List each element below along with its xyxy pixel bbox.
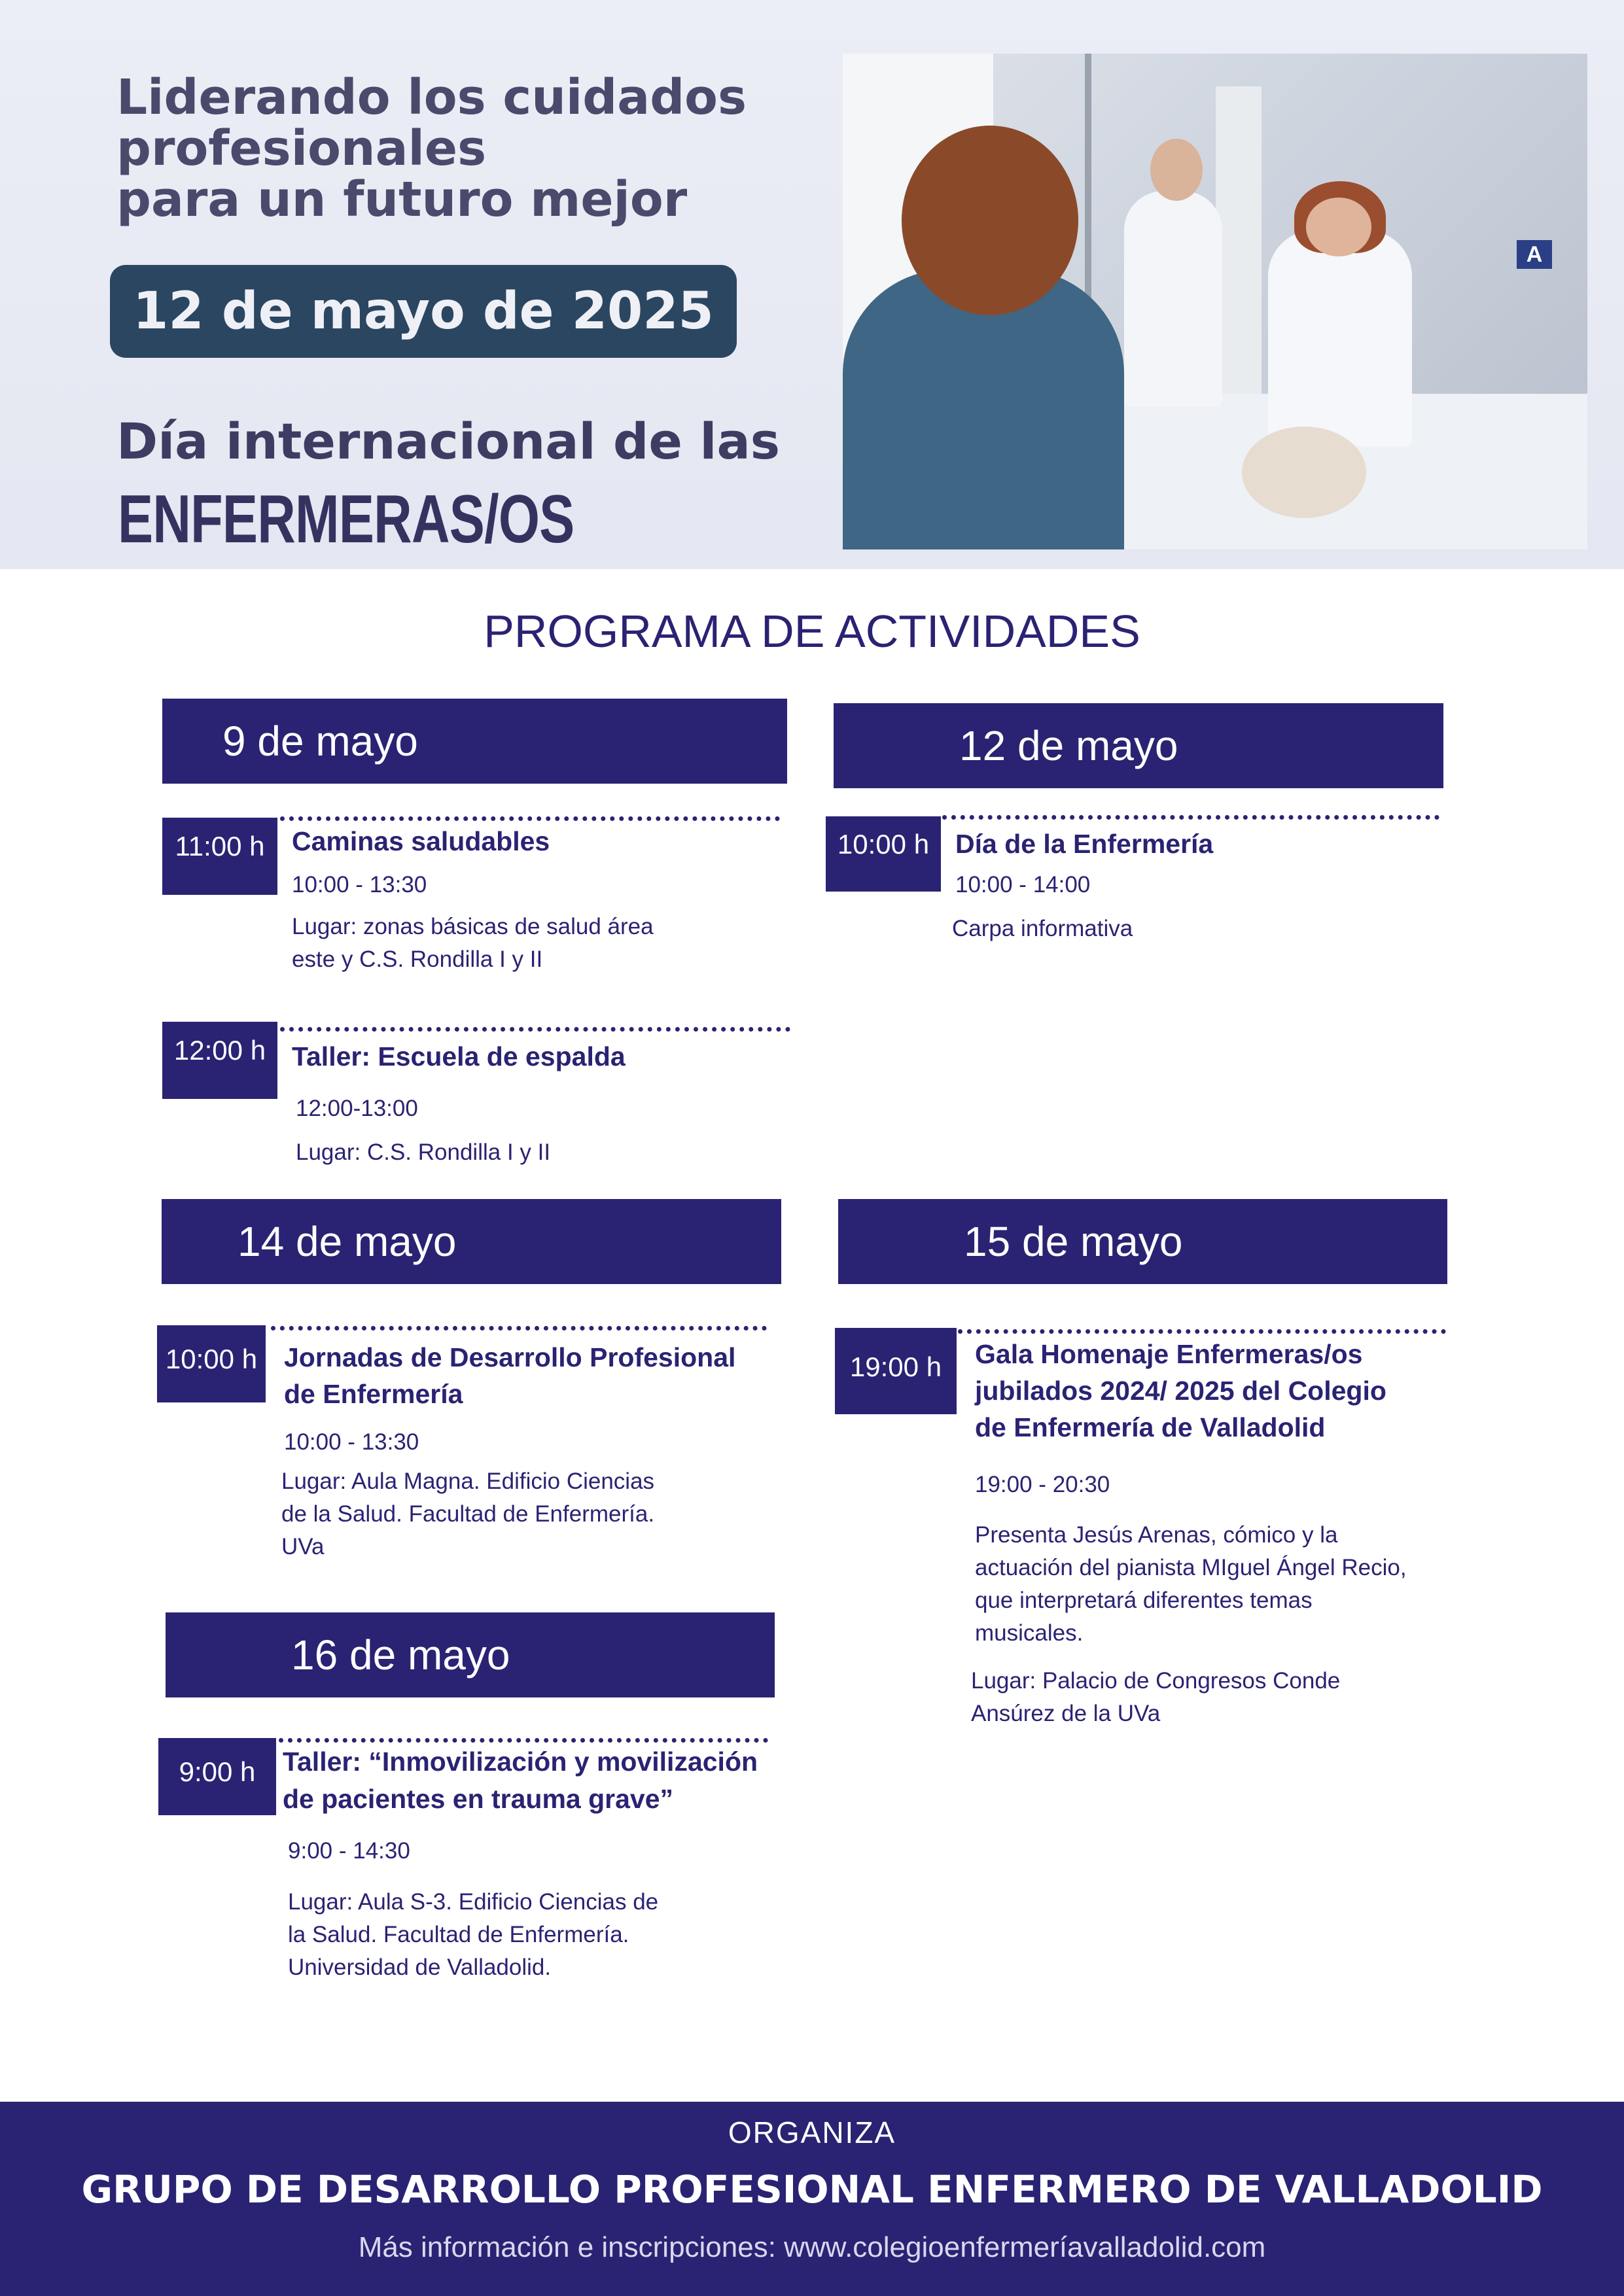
headline-line: para un futuro mejor (116, 171, 688, 228)
event-time: 19:00 h (835, 1328, 957, 1414)
event-title: Taller: Escuela de espalda (292, 1041, 626, 1071)
event-title: jubilados 2024/ 2025 del Colegio (975, 1376, 1386, 1406)
subtitle-emphasis: ENFERMERAS/OS (118, 481, 574, 557)
hospital-photo (843, 54, 1587, 549)
organizer-name: GRUPO DE DESARROLLO PROFESIONAL ENFERMERO DE VALLADOLID (81, 2167, 1543, 2212)
dotted-separator (271, 1326, 767, 1331)
dotted-separator (280, 1027, 790, 1032)
event-date-badge: 12 de mayo de 2025 (110, 265, 737, 358)
more-info-link[interactable]: Más información e inscripciones: www.colegioenfermeríavalladolid.com (358, 2231, 1266, 2263)
event-time: 12:00 h (162, 1022, 277, 1099)
photo-visitor-hair (902, 126, 1078, 315)
event-title: de pacientes en trauma grave” (283, 1784, 674, 1814)
event-detail: Lugar: zonas básicas de salud área (292, 914, 654, 939)
photo-nurse-right (1268, 230, 1412, 446)
event-time: 11:00 h (162, 818, 277, 895)
event-title: Jornadas de Desarrollo Profesional (284, 1342, 736, 1372)
event-hours: 10:00 - 14:00 (955, 872, 1091, 897)
day-header: 15 de mayo (838, 1199, 1447, 1284)
event-detail: la Salud. Facultad de Enfermería. (288, 1922, 629, 1947)
headline-line: Liderando los cuidados (116, 69, 747, 126)
program-title: PROGRAMA DE ACTIVIDADES (484, 606, 1140, 657)
photo-patient-head (1242, 426, 1366, 518)
event-detail: Lugar: Aula S-3. Edificio Ciencias de (288, 1889, 659, 1915)
event-detail: UVa (281, 1534, 325, 1559)
day-header: 9 de mayo (162, 699, 787, 784)
event-detail: Lugar: C.S. Rondilla I y II (296, 1139, 551, 1165)
event-hours: 10:00 - 13:30 (284, 1429, 419, 1455)
event-hours: 9:00 - 14:30 (288, 1838, 410, 1864)
photo-nurse-right-face (1306, 198, 1371, 256)
event-detail: Presenta Jesús Arenas, cómico y la (975, 1522, 1338, 1548)
event-hours: 10:00 - 13:30 (292, 872, 427, 897)
event-detail: Carpa informativa (952, 916, 1133, 941)
event-title: Caminas saludables (292, 826, 550, 856)
event-title: de Enfermería (284, 1379, 463, 1409)
event-detail: Lugar: Aula Magna. Edificio Ciencias (281, 1469, 655, 1494)
subtitle: Día internacional de las (116, 412, 780, 470)
hero-section (0, 0, 1624, 569)
event-time: 10:00 h (826, 816, 941, 892)
day-header: 12 de mayo (834, 703, 1443, 788)
event-detail: actuación del pianista MIguel Ángel Recio, (975, 1555, 1407, 1580)
day-header: 16 de mayo (166, 1612, 775, 1697)
footer (0, 2102, 1624, 2296)
dotted-separator (280, 816, 780, 821)
event-hours: 12:00-13:00 (296, 1096, 418, 1121)
photo-nurse-left-head (1150, 139, 1203, 201)
event-detail: musicales. (975, 1620, 1084, 1646)
event-time: 10:00 h (157, 1325, 266, 1402)
event-title: Día de la Enfermería (955, 829, 1214, 859)
photo-sign: A (1517, 240, 1552, 269)
event-detail: Universidad de Valladolid. (288, 1955, 552, 1980)
event-title: Gala Homenaje Enfermeras/os (975, 1339, 1363, 1369)
headline (116, 69, 849, 228)
event-title: Taller: “Inmovilización y movilización (283, 1747, 758, 1777)
event-detail: este y C.S. Rondilla I y II (292, 947, 543, 972)
day-header: 14 de mayo (162, 1199, 781, 1284)
event-detail: de la Salud. Facultad de Enfermería. (281, 1501, 655, 1527)
event-hours: 19:00 - 20:30 (975, 1472, 1110, 1497)
event-location: Lugar: Palacio de Congresos Conde (971, 1668, 1341, 1694)
event-time: 9:00 h (158, 1738, 276, 1815)
event-detail: que interpretará diferentes temas (975, 1588, 1313, 1613)
photo-nurse-left (1124, 191, 1222, 407)
event-title: de Enfermería de Valladolid (975, 1412, 1326, 1442)
dotted-separator (279, 1738, 768, 1743)
event-location: Ansúrez de la UVa (971, 1701, 1161, 1726)
headline-line: profesionales (116, 120, 487, 177)
organizer-label: ORGANIZA (728, 2115, 896, 2149)
dotted-separator (958, 1329, 1446, 1334)
dotted-separator (942, 815, 1439, 820)
